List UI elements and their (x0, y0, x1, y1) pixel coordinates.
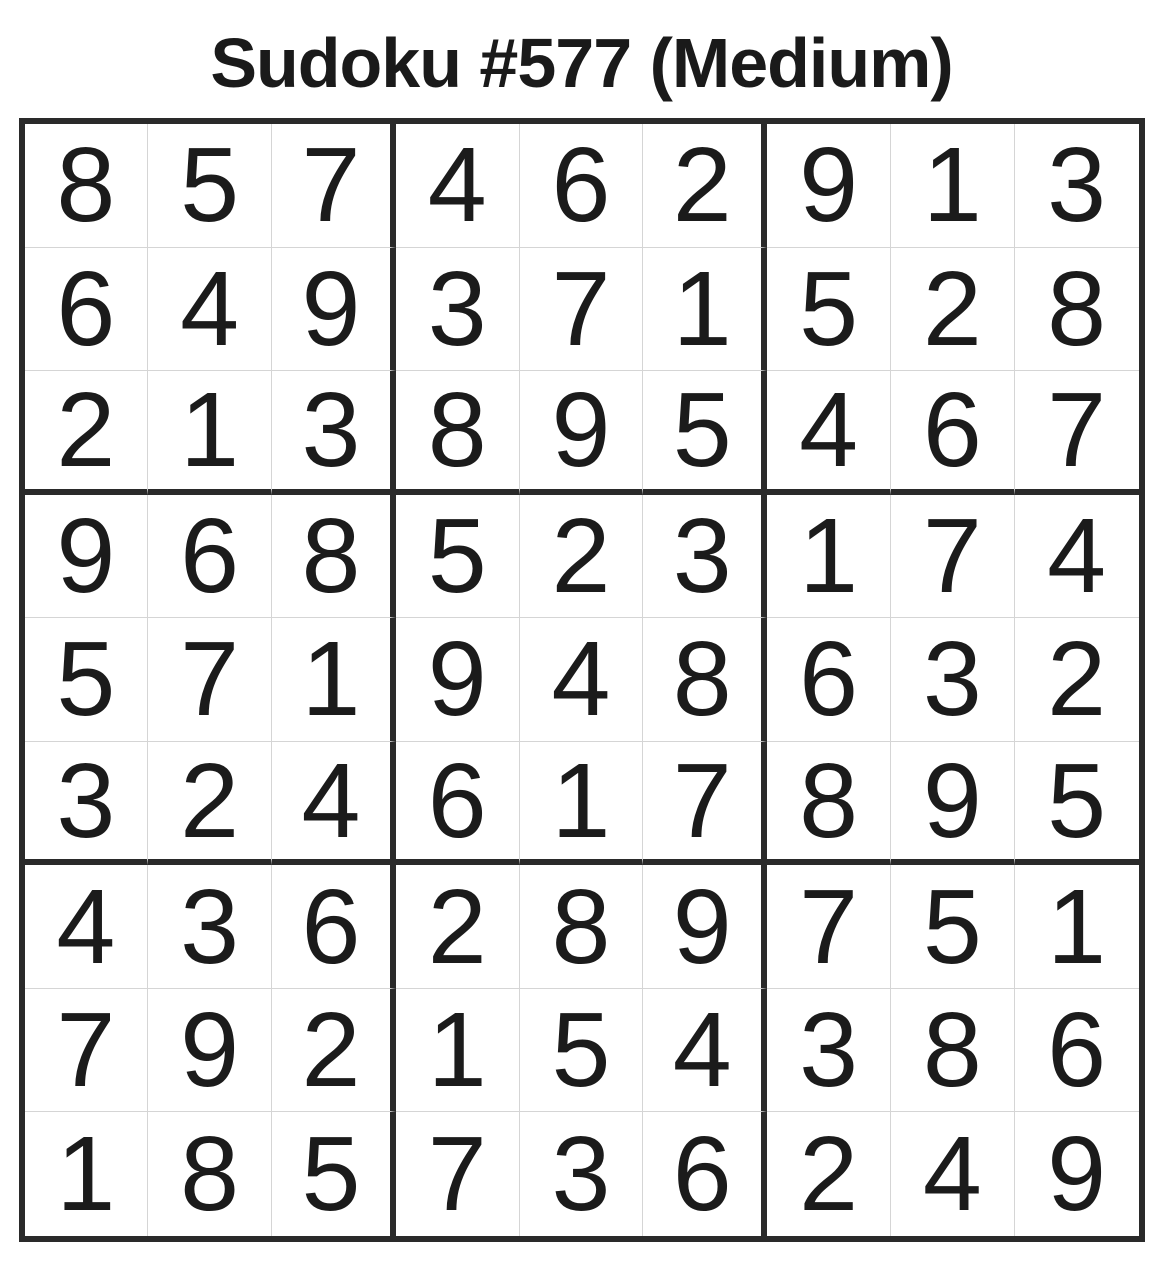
sudoku-cell-r3c1: 2 (25, 371, 149, 495)
sudoku-cell-r5c6: 8 (643, 618, 767, 742)
sudoku-cell-r7c9: 1 (1015, 865, 1139, 989)
sudoku-cell-r5c1: 5 (25, 618, 149, 742)
sudoku-cell-r3c8: 6 (891, 371, 1015, 495)
sudoku-cell-r3c2: 1 (148, 371, 272, 495)
sudoku-cell-r2c1: 6 (25, 248, 149, 372)
sudoku-cell-r5c4: 9 (396, 618, 520, 742)
sudoku-cell-r2c3: 9 (272, 248, 396, 372)
sudoku-cell-r5c9: 2 (1015, 618, 1139, 742)
sudoku-cell-r2c7: 5 (767, 248, 891, 372)
sudoku-cell-r1c5: 6 (520, 124, 644, 248)
sudoku-cell-r9c6: 6 (643, 1112, 767, 1236)
sudoku-cell-r4c4: 5 (396, 495, 520, 619)
sudoku-cell-r7c1: 4 (25, 865, 149, 989)
sudoku-cell-r4c7: 1 (767, 495, 891, 619)
sudoku-cell-r7c4: 2 (396, 865, 520, 989)
sudoku-cell-r6c5: 1 (520, 742, 644, 866)
sudoku-cell-r9c9: 9 (1015, 1112, 1139, 1236)
sudoku-cell-r9c5: 3 (520, 1112, 644, 1236)
sudoku-cell-r4c3: 8 (272, 495, 396, 619)
sudoku-cell-r6c4: 6 (396, 742, 520, 866)
sudoku-cell-r5c7: 6 (767, 618, 891, 742)
sudoku-cell-r3c7: 4 (767, 371, 891, 495)
sudoku-cell-r9c8: 4 (891, 1112, 1015, 1236)
sudoku-cell-r8c9: 6 (1015, 989, 1139, 1113)
sudoku-cell-r6c3: 4 (272, 742, 396, 866)
sudoku-cell-r7c7: 7 (767, 865, 891, 989)
sudoku-cell-r1c7: 9 (767, 124, 891, 248)
sudoku-cell-r1c3: 7 (272, 124, 396, 248)
sudoku-cell-r3c9: 7 (1015, 371, 1139, 495)
sudoku-cell-r7c3: 6 (272, 865, 396, 989)
sudoku-cell-r8c8: 8 (891, 989, 1015, 1113)
sudoku-cell-r9c7: 2 (767, 1112, 891, 1236)
sudoku-cell-r4c2: 6 (148, 495, 272, 619)
sudoku-cell-r4c6: 3 (643, 495, 767, 619)
sudoku-cell-r8c3: 2 (272, 989, 396, 1113)
sudoku-cell-r1c8: 1 (891, 124, 1015, 248)
sudoku-cell-r8c5: 5 (520, 989, 644, 1113)
sudoku-cell-r1c6: 2 (643, 124, 767, 248)
sudoku-cell-r5c8: 3 (891, 618, 1015, 742)
sudoku-cell-r3c4: 8 (396, 371, 520, 495)
sudoku-cell-r8c4: 1 (396, 989, 520, 1113)
sudoku-cell-r7c6: 9 (643, 865, 767, 989)
sudoku-cell-r8c6: 4 (643, 989, 767, 1113)
sudoku-cell-r5c3: 1 (272, 618, 396, 742)
sudoku-cell-r9c2: 8 (148, 1112, 272, 1236)
sudoku-cell-r3c6: 5 (643, 371, 767, 495)
page-title: Sudoku #577 (Medium) (210, 24, 953, 102)
sudoku-cell-r2c2: 4 (148, 248, 272, 372)
sudoku-cell-r6c8: 9 (891, 742, 1015, 866)
sudoku-cell-r8c1: 7 (25, 989, 149, 1113)
sudoku-cell-r1c4: 4 (396, 124, 520, 248)
sudoku-cell-r7c5: 8 (520, 865, 644, 989)
sudoku-cell-r2c8: 2 (891, 248, 1015, 372)
sudoku-cell-r9c1: 1 (25, 1112, 149, 1236)
sudoku-cell-r6c7: 8 (767, 742, 891, 866)
sudoku-cell-r2c6: 1 (643, 248, 767, 372)
sudoku-cell-r7c8: 5 (891, 865, 1015, 989)
sudoku-cell-r2c5: 7 (520, 248, 644, 372)
sudoku-cell-r9c3: 5 (272, 1112, 396, 1236)
sudoku-cell-r6c2: 2 (148, 742, 272, 866)
sudoku-cell-r4c9: 4 (1015, 495, 1139, 619)
sudoku-cell-r5c5: 4 (520, 618, 644, 742)
sudoku-cell-r7c2: 3 (148, 865, 272, 989)
sudoku-cell-r5c2: 7 (148, 618, 272, 742)
sudoku-cell-r1c9: 3 (1015, 124, 1139, 248)
sudoku-board (19, 118, 1145, 1242)
sudoku-cell-r4c1: 9 (25, 495, 149, 619)
sudoku-cell-r8c2: 9 (148, 989, 272, 1113)
sudoku-cell-r6c1: 3 (25, 742, 149, 866)
sudoku-cell-r4c8: 7 (891, 495, 1015, 619)
sudoku-cell-r1c2: 5 (148, 124, 272, 248)
sudoku-cell-r9c4: 7 (396, 1112, 520, 1236)
sudoku-cell-r1c1: 8 (25, 124, 149, 248)
sudoku-cell-r6c9: 5 (1015, 742, 1139, 866)
sudoku-cell-r8c7: 3 (767, 989, 891, 1113)
sudoku-cell-r6c6: 7 (643, 742, 767, 866)
sudoku-cell-r3c5: 9 (520, 371, 644, 495)
sudoku-cell-r2c4: 3 (396, 248, 520, 372)
sudoku-cell-r2c9: 8 (1015, 248, 1139, 372)
sudoku-cell-r3c3: 3 (272, 371, 396, 495)
sudoku-cell-r4c5: 2 (520, 495, 644, 619)
